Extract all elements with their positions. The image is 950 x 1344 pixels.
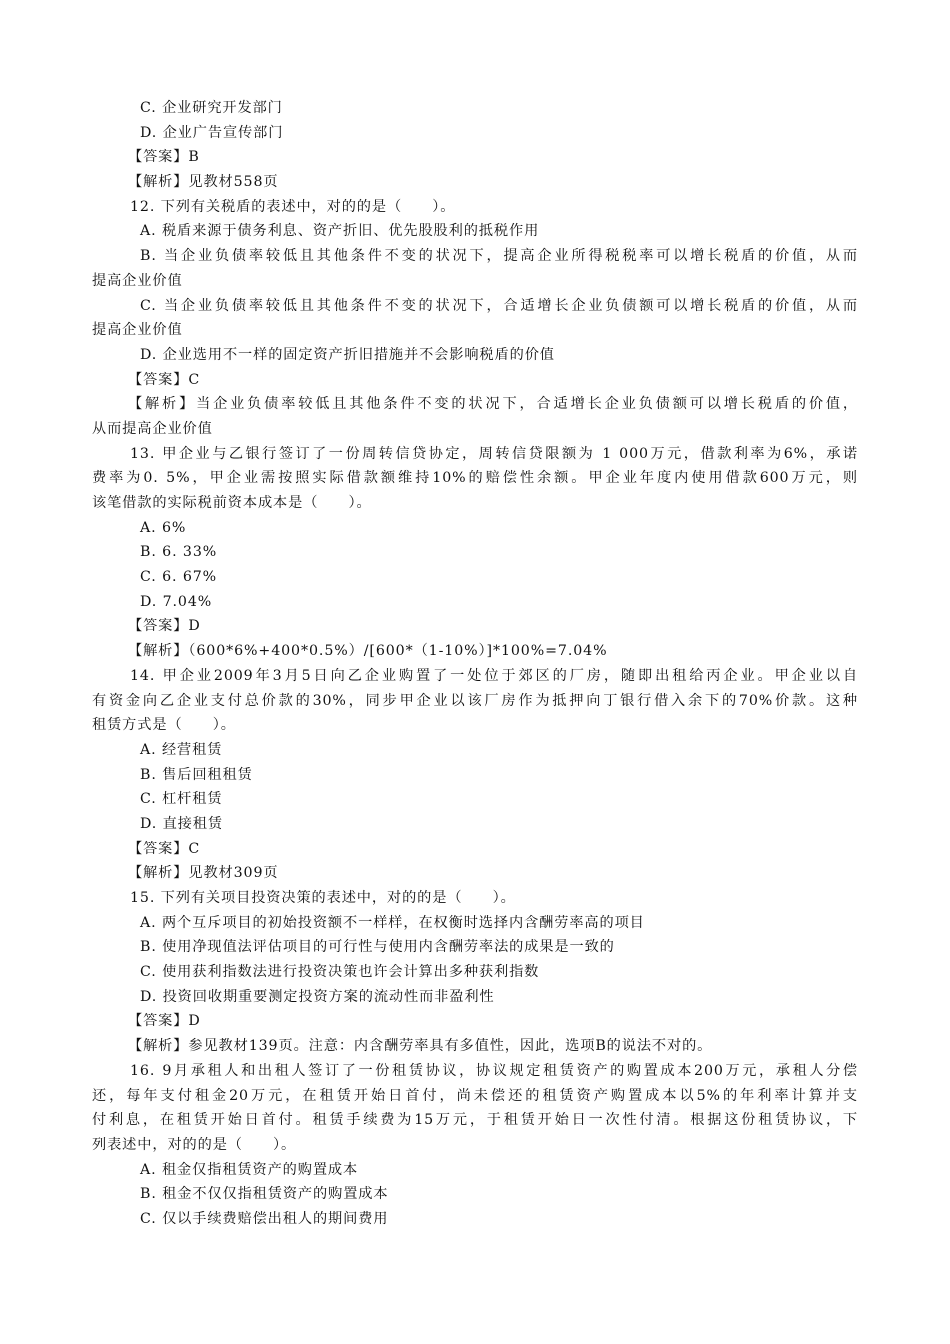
option-line: D. 直接租赁 bbox=[140, 815, 223, 832]
question-line: 16. 9月承租人和出租人签订了一份租赁协议，协议规定租赁资产的购置成本200万元，承租人分偿 bbox=[130, 1062, 858, 1079]
answer-line: 【解析】（600*6%+400*0.5%）/[600*（1-10%）]*100%=7.04% bbox=[128, 643, 608, 660]
answer-line: 【解析】见教材309页 bbox=[128, 865, 279, 882]
continuation-line: 租赁方式是（ ）。 bbox=[92, 717, 236, 734]
answer-line: 【答案】B bbox=[128, 149, 200, 166]
option-line: C. 使用获利指数法进行投资决策也许会计算出多种获利指数 bbox=[140, 964, 540, 981]
option-line: D. 投资回收期重要测定投资方案的流动性而非盈利性 bbox=[140, 988, 495, 1005]
option-line: D. 7.04% bbox=[140, 593, 213, 610]
continuation-line: 该笔借款的实际税前资本成本是（ ）。 bbox=[92, 495, 372, 511]
option-line: A. 税盾来源于债务利息、资产折旧、优先股股利的抵税作用 bbox=[140, 223, 540, 240]
option-line: B. 6. 33% bbox=[140, 544, 218, 561]
option-line: C. 仅以手续费赔偿出租人的期间费用 bbox=[140, 1210, 389, 1227]
question-line: 14. 甲企业2009年3月5日向乙企业购置了一处位于郊区的厂房，随即出租给丙企业。甲企业以自 bbox=[130, 667, 858, 684]
option-line: C. 杠杆租赁 bbox=[140, 791, 223, 808]
option-line: A. 经营租赁 bbox=[140, 741, 223, 758]
option-line: A. 两个互斥项目的初始投资额不一样样，在权衡时选择内含酬劳率高的项目 bbox=[140, 914, 645, 931]
option-line: A. 6% bbox=[140, 519, 187, 536]
continuation-line: 费率为0. 5%，甲企业需按照实际借款额维持10%的赔偿性余额。甲企业年度内使用借款600万元，则 bbox=[92, 470, 858, 487]
question-line: 15. 下列有关项目投资决策的表述中，对的的是（ ）。 bbox=[130, 890, 516, 906]
answer-line: 【答案】C bbox=[128, 840, 201, 857]
document-page bbox=[0, 96, 950, 1232]
continuation-line: 列表述中，对的的是（ ）。 bbox=[92, 1136, 297, 1153]
continuation-line: 有资金向乙企业支付总价款的30%，同步甲企业以该厂房作为抵押向丁银行借入余下的70%价款。这种 bbox=[92, 692, 858, 709]
continuation-line: 还，每年支付租金20万元，在租赁开始日首付，尚未偿还的租赁资产购置成本以5%的年利率计算并支 bbox=[92, 1087, 858, 1104]
option-line: A. 租金仅指租赁资产的购置成本 bbox=[140, 1161, 359, 1178]
option-line: D. 企业广告宣传部门 bbox=[140, 124, 284, 141]
continuation-line: 提高企业价值 bbox=[92, 272, 183, 289]
continuation-line: 从而提高企业价值 bbox=[92, 420, 213, 437]
continuation-line: 提高企业价值 bbox=[92, 322, 183, 339]
question-line: 13. 甲企业与乙银行签订了一份周转信贷协定，周转信贷限额为 1 000万元，借款利率为6%，承诺 bbox=[130, 445, 858, 462]
option-line: C. 企业研究开发部门 bbox=[140, 100, 283, 116]
option-line: B. 当企业负债率较低且其他条件不变的状况下，提高企业所得税税率可以增长税盾的价值，从而 bbox=[140, 248, 858, 265]
option-line: B. 售后回租租赁 bbox=[140, 766, 253, 783]
option-line: C. 当企业负债率较低且其他条件不变的状况下，合适增长企业负债额可以增长税盾的价值，从而 bbox=[140, 297, 858, 314]
answer-line: 【答案】D bbox=[128, 618, 201, 635]
continuation-line: 付利息，在租赁开始日首付。租赁手续费为15万元，于租赁开始日一次性付清。根据这份租赁协议，下 bbox=[92, 1112, 858, 1129]
question-line: 12. 下列有关税盾的表述中，对的的是（ ）。 bbox=[130, 198, 456, 215]
option-line: B. 使用净现值法评估项目的可行性与使用内含酬劳率法的成果是一致的 bbox=[140, 939, 615, 956]
option-line: D. 企业选用不一样的固定资产折旧措施并不会影响税盾的价值 bbox=[140, 346, 555, 363]
answer-line: 【解析】见教材558页 bbox=[128, 174, 279, 191]
answer-line: 【答案】D bbox=[128, 1013, 201, 1030]
answer-line: 【答案】C bbox=[128, 371, 201, 388]
option-line: B. 租金不仅仅指租赁资产的购置成本 bbox=[140, 1186, 389, 1203]
answer-line: 【解析】当企业负债率较低且其他条件不变的状况下，合适增长企业负债额可以增长税盾的价值， bbox=[128, 396, 858, 413]
option-line: C. 6. 67% bbox=[140, 569, 218, 586]
answer-line: 【解析】参见教材139页。注意：内含酬劳率具有多值性，因此，选项B的说法不对的。 bbox=[128, 1038, 713, 1055]
